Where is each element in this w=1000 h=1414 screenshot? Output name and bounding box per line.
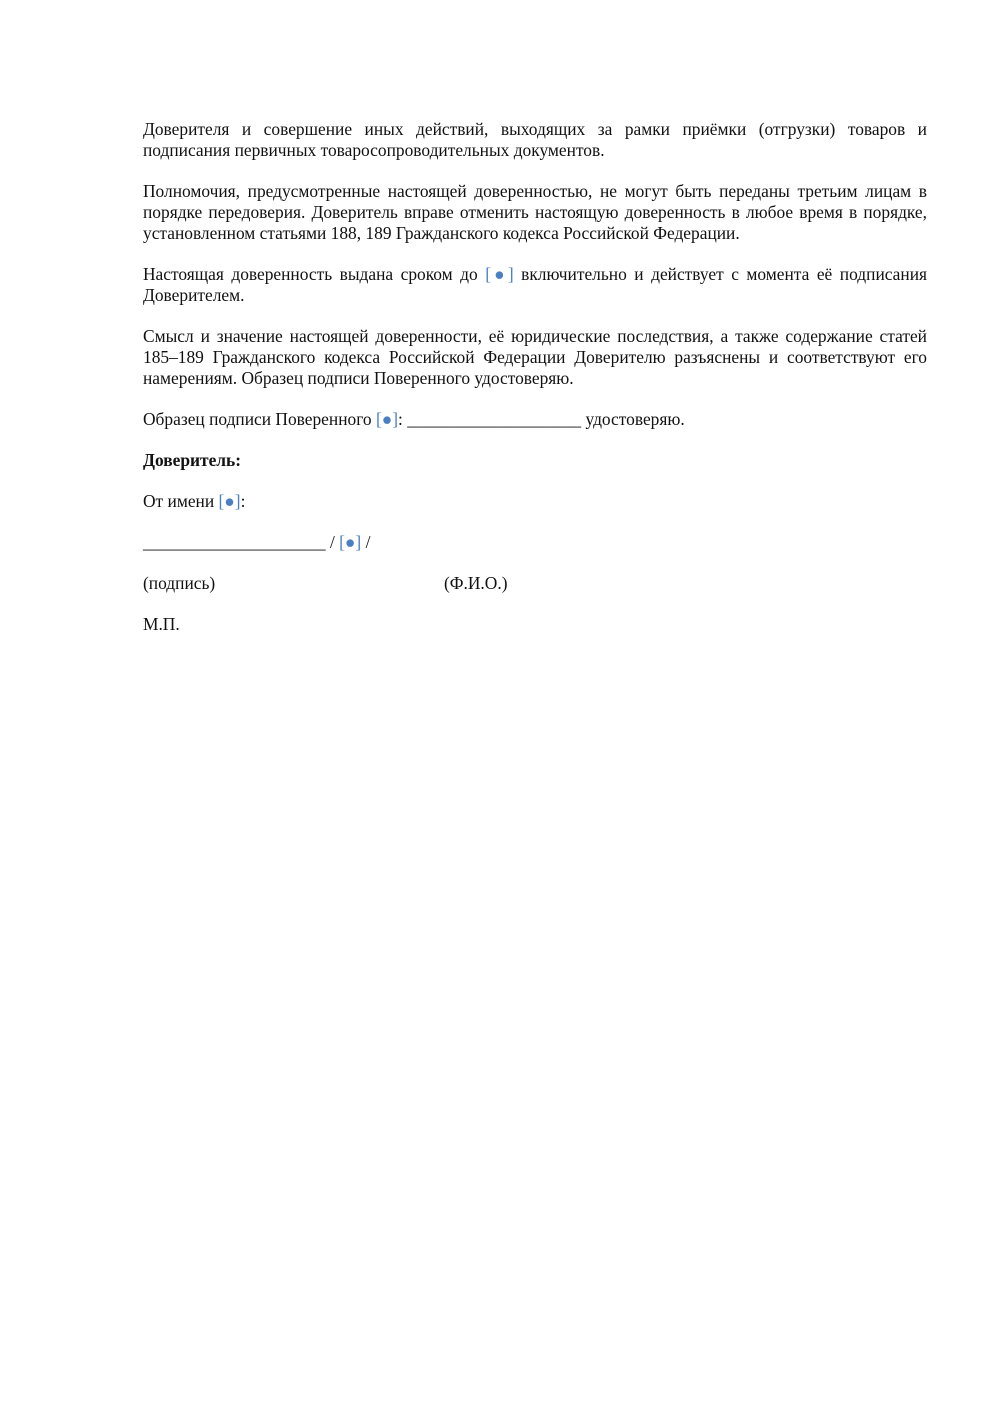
signature-line	[143, 532, 927, 553]
caption-full-name: (Ф.И.О.)	[444, 573, 508, 593]
signatory-name-placeholder: [●]	[339, 532, 362, 552]
on-behalf-text: От имени	[143, 491, 219, 511]
document-page	[143, 119, 927, 655]
validity-text-start: Настоящая доверенность выдана сроком до	[143, 264, 486, 284]
principal-heading: Доверитель:	[143, 450, 242, 470]
paragraph-scope-end: Доверителя и совершение иных действий, выходящих за рамки приёмки (отгрузки) товаров и подписания первичных товаросопроводительных документов.	[143, 119, 927, 160]
validity-text-end: включительно и действует с момента её подписания Доверителем.	[143, 264, 928, 305]
paragraph-no-delegation: Полномочия, предусмотренные настоящей доверенностью, не могут быть переданы третьим лицам в порядке передоверия. Доверитель вправе отменить настоящую доверенность в любое время в порядке, установленном статьями 188, 189 Гражданского кодекса Российской Федерации.	[143, 181, 927, 243]
signature-line-end: /	[361, 532, 371, 552]
signature-sample-text-start: Образец подписи Поверенного	[143, 409, 376, 429]
paragraph-signature-sample	[143, 409, 927, 430]
paragraph-validity-term	[143, 264, 927, 306]
signature-sample-text-end: : ____________________ удостоверяю.	[398, 409, 685, 429]
paragraph-explanation: Смысл и значение настоящей доверенности, её юридические последствия, а также содержание статей 185–189 Гражданского кодекса Российской Федерации Доверителю разъяснены и соответствуют его намерениям. Образец подписи Поверенного удостоверяю.	[143, 326, 927, 388]
on-behalf-line	[143, 491, 927, 512]
signature-blank: _____________________ /	[143, 532, 340, 552]
signature-captions	[143, 573, 927, 594]
attorney-name-placeholder: [●]	[375, 409, 399, 429]
seal-mark: М.П.	[143, 614, 180, 634]
on-behalf-colon: :	[240, 491, 246, 511]
caption-signature: (подпись)	[143, 573, 216, 593]
principal-name-placeholder: [●]	[218, 491, 241, 511]
validity-date-placeholder: [●]	[485, 264, 514, 284]
